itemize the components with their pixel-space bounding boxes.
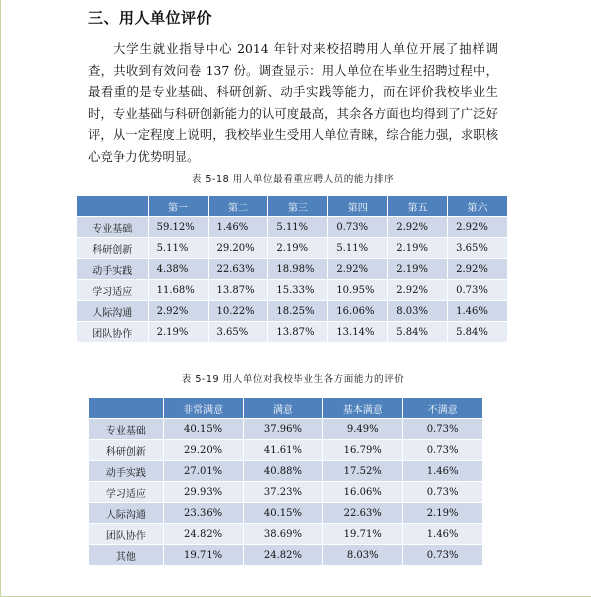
row-label: 专业基础 (77, 217, 149, 238)
table-cell: 2.19% (268, 238, 328, 259)
table-cell: 38.69% (243, 524, 323, 545)
row-label: 团队协作 (77, 322, 149, 343)
table-cell: 8.03% (323, 545, 403, 566)
table-cell: 10.95% (328, 280, 388, 301)
row-label: 人际沟通 (77, 301, 149, 322)
table-cell: 16.79% (323, 440, 403, 461)
table-cell: 2.19% (388, 238, 448, 259)
document-body (88, 8, 498, 566)
table1-header-cell: 第三 (268, 196, 328, 217)
table-cell: 22.63% (208, 259, 268, 280)
table-row (89, 545, 483, 566)
table-cell: 9.49% (323, 419, 403, 440)
table-cell: 11.68% (148, 280, 208, 301)
table-row (77, 280, 508, 301)
table-cell: 41.61% (243, 440, 323, 461)
table-cell: 18.98% (268, 259, 328, 280)
table-row (77, 322, 508, 343)
table-cell: 0.73% (403, 545, 483, 566)
table-cell: 40.15% (163, 419, 243, 440)
table-cell: 40.15% (243, 503, 323, 524)
table2-header-cell: 不满意 (403, 398, 483, 419)
table-row (89, 503, 483, 524)
table1-header-cell: 第六 (448, 196, 508, 217)
table-cell: 2.19% (148, 322, 208, 343)
table-cell: 37.23% (243, 482, 323, 503)
table-cell: 0.73% (403, 440, 483, 461)
table-cell: 0.73% (403, 419, 483, 440)
table-cell: 13.87% (268, 322, 328, 343)
table-cell: 1.46% (208, 217, 268, 238)
table-cell: 1.46% (403, 461, 483, 482)
table-cell: 2.92% (448, 217, 508, 238)
table-cell: 5.84% (448, 322, 508, 343)
table-cell: 1.46% (403, 524, 483, 545)
table-cell: 22.63% (323, 503, 403, 524)
table2-header-row (89, 398, 483, 419)
table-cell: 5.11% (148, 238, 208, 259)
row-label: 科研创新 (77, 238, 149, 259)
table-cell: 0.73% (328, 217, 388, 238)
table-cell: 2.19% (388, 259, 448, 280)
ability-evaluation-table (88, 397, 483, 566)
table-cell: 19.71% (163, 545, 243, 566)
table-cell: 29.20% (163, 440, 243, 461)
table1-header-cell: 第五 (388, 196, 448, 217)
table-row (77, 238, 508, 259)
row-label: 其他 (89, 545, 164, 566)
table-cell: 2.92% (388, 217, 448, 238)
table-cell: 16.06% (323, 482, 403, 503)
table-cell: 18.25% (268, 301, 328, 322)
table-cell: 24.82% (243, 545, 323, 566)
table-row (77, 259, 508, 280)
table1-header-cell: 第四 (328, 196, 388, 217)
table-cell: 1.46% (448, 301, 508, 322)
table-cell: 15.33% (268, 280, 328, 301)
table-cell: 10.22% (208, 301, 268, 322)
table-cell: 5.11% (268, 217, 328, 238)
table-cell: 37.96% (243, 419, 323, 440)
table-cell: 24.82% (163, 524, 243, 545)
table-row (89, 419, 483, 440)
table1-header-cell (77, 196, 149, 217)
table1-header-row (77, 196, 508, 217)
table-cell: 19.71% (323, 524, 403, 545)
table-cell: 13.14% (328, 322, 388, 343)
section-title: 三、用人单位评价 (88, 9, 213, 27)
table-cell: 5.84% (388, 322, 448, 343)
table-row (89, 461, 483, 482)
table-cell: 13.87% (208, 280, 268, 301)
row-label: 学习适应 (77, 280, 149, 301)
table2-header-cell: 基本满意 (323, 398, 403, 419)
table-cell: 0.73% (403, 482, 483, 503)
table-row (89, 524, 483, 545)
table-cell: 29.93% (163, 482, 243, 503)
table-cell: 17.52% (323, 461, 403, 482)
table-cell: 23.36% (163, 503, 243, 524)
table-row (77, 301, 508, 322)
row-label: 动手实践 (77, 259, 149, 280)
table-row (89, 440, 483, 461)
table1-header-cell: 第二 (208, 196, 268, 217)
row-label: 人际沟通 (89, 503, 164, 524)
table-cell: 2.19% (403, 503, 483, 524)
row-label: 专业基础 (89, 419, 164, 440)
table1-header-cell: 第一 (148, 196, 208, 217)
table2-header-cell: 满意 (243, 398, 323, 419)
table-cell: 3.65% (448, 238, 508, 259)
table1-caption: 表 5-18 用人单位最看重应聘人员的能力排序 (191, 174, 395, 185)
table-cell: 2.92% (148, 301, 208, 322)
table-row (89, 482, 483, 503)
table2-header-cell (89, 398, 164, 419)
ability-ranking-table (76, 195, 508, 343)
table-cell: 8.03% (388, 301, 448, 322)
table-cell: 2.92% (388, 280, 448, 301)
row-label: 动手实践 (89, 461, 164, 482)
page-edge-line (0, 0, 1, 597)
table-cell: 0.73% (448, 280, 508, 301)
table-cell: 4.38% (148, 259, 208, 280)
table-cell: 59.12% (148, 217, 208, 238)
row-label: 学习适应 (89, 482, 164, 503)
body-paragraph: 大学生就业指导中心 2014 年针对来校招聘用人单位开展了抽样调查，共收到有效问卷 137 份。调查显示：用人单位在毕业生招聘过程中，最看重的是专业基础、科研创新、动手实践等能力，而在评价我校毕业生时，专业基础与科研创新能力的认可度最高，其余各方面也均得到了广泛好评，从一定程度上说明，我校毕业生受用人单位青睐，综合能力强，求职核心竞争力优势明显。 (88, 41, 498, 164)
table-cell: 16.06% (328, 301, 388, 322)
row-label: 科研创新 (89, 440, 164, 461)
table-row (77, 217, 508, 238)
row-label: 团队协作 (89, 524, 164, 545)
table-cell: 27.01% (163, 461, 243, 482)
table-cell: 3.65% (208, 322, 268, 343)
table2-header-cell: 非常满意 (163, 398, 243, 419)
table-cell: 29.20% (208, 238, 268, 259)
table-cell: 2.92% (448, 259, 508, 280)
table-cell: 5.11% (328, 238, 388, 259)
table-cell: 2.92% (328, 259, 388, 280)
table2-caption: 表 5-19 用人单位对我校毕业生各方面能力的评价 (181, 374, 405, 385)
table-cell: 40.88% (243, 461, 323, 482)
